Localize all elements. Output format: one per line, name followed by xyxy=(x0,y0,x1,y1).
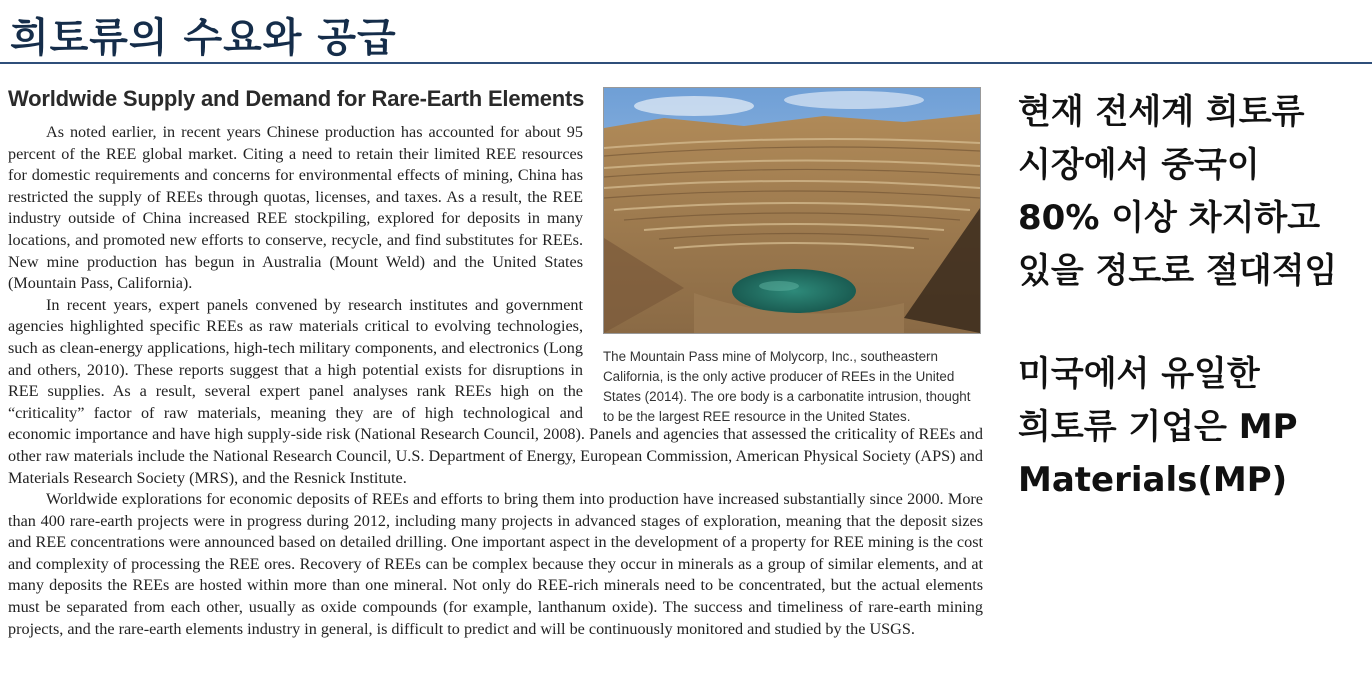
document-heading: Worldwide Supply and Demand for Rare-Earth Elements xyxy=(8,86,585,111)
document-body xyxy=(8,122,983,640)
note-line: Materials(MP) xyxy=(1018,460,1288,500)
paragraph-2: In recent years, expert panels convened by research institutes and government agencies highlighted specific REEs as raw materials critical to evolving technologies, such as clean-energy applications, high-tech military components, and electronics (Long and others, 2010). These reports suggest that a high potential exists for disruptions in REE supplies. As a result, several expert panel analyses rank REEs high on the “criticality” factor of raw materials, meaning they are of high technological and economic importance and have high supply-side risk (National Research Council, 2008). Panels and agencies that assessed the criticality of REEs and other raw materials include the National Research Council, U.S. Department of Energy, European Commission, American Physical Society (APS) and Materials Research Society (MRS), and the Resnick Institute. xyxy=(8,295,983,487)
note-line: 80% 이상 차지하고 xyxy=(1018,198,1321,238)
note-line: 희토류 기업은 MP xyxy=(1018,407,1298,447)
note-line: 미국에서 유일한 xyxy=(1018,354,1260,394)
figure xyxy=(603,87,983,424)
note-spacer xyxy=(1018,298,1368,348)
title-divider xyxy=(0,62,1372,64)
note-line: 있을 정도로 절대적임 xyxy=(1018,251,1338,291)
side-notes xyxy=(1018,86,1368,507)
figure-caption: The Mountain Pass mine of Molycorp, Inc., southeastern California, is the only active producer of REEs in the United States (2014). The ore body is a carbonatite intrusion, thought to be the largest REE resource in the United States. xyxy=(603,349,971,424)
paragraph-1: As noted earlier, in recent years Chinese production has accounted for about 95 percent of the REE global market. Citing a need to retain their limited REE resources for domestic requirements and concerns for environmental effects of mining, China has restricted the supply of REEs through quotas, licenses, and taxes. As a result, the REE industry outside of China increased REE stockpiling, explored for deposits in many locations, and promoted new efforts to conserve, recycle, and find substitutes for REEs. New mine production has begun in Australia (Mount Weld) and the United States (Mountain Pass, California). xyxy=(8,123,583,293)
note-line: 현재 전세계 희토류 xyxy=(1018,92,1305,132)
slide-title: 희토류의 수요와 공급 xyxy=(10,15,397,61)
note-line: 시장에서 중국이 xyxy=(1018,145,1260,185)
mine-photo xyxy=(603,87,981,334)
paragraph-3: Worldwide explorations for economic deposits of REEs and efforts to bring them into production have increased substantially since 2000. More than 400 rare-earth projects were in progress during 2012, including many projects in advanced stages of exploration, meaning that the deposit sizes and REE concentrations were announced based on detailed drilling. One important aspect in the development of a property for REE mining is the cost and complexity of processing the REE ores. Recovery of REEs can be complex because they occur in minerals as a group of similar elements, and at many deposits the REEs are hosted within more than one mineral. Not only do REE-rich minerals need to be concentrated, but the actual elements must be separated from each other, usually as oxide compounds (for example, lanthanum oxide). The success and timeliness of rare-earth mining projects, and the rare-earth elements industry in general, is difficult to predict and will be continuously monitored and studied by the USGS. xyxy=(8,490,983,638)
